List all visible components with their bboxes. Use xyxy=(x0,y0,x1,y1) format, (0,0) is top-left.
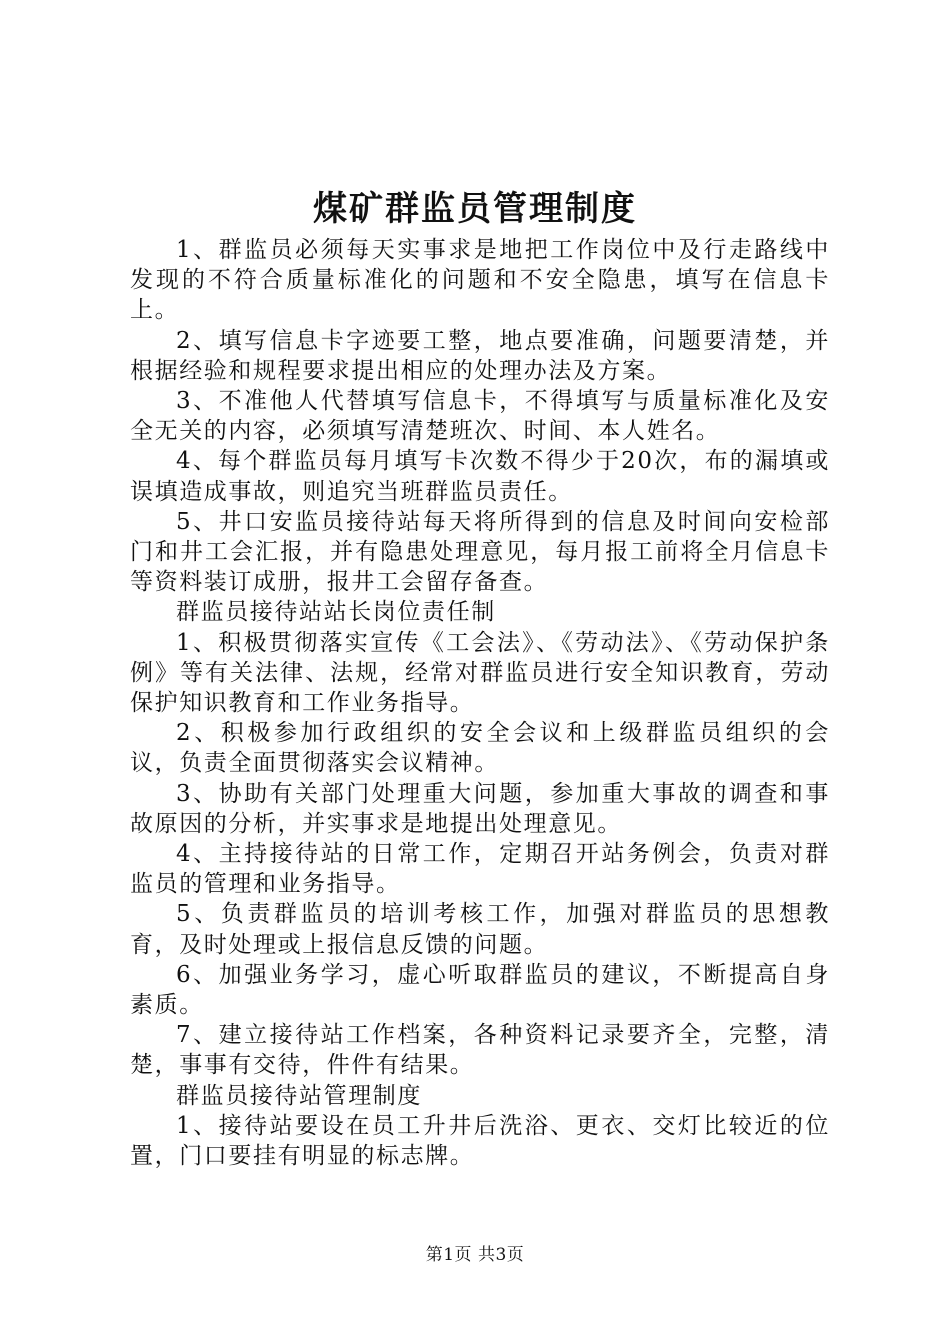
document-title: 煤矿群监员管理制度 xyxy=(313,189,637,229)
paragraph-chief-duty-6: 6、加强业务学习，虚心听取群监员的建议，不断提高自身素质。 xyxy=(130,961,830,1019)
paragraph-rule-5: 5、井口安监员接待站每天将所得到的信息及时间向安检部门和井工会汇报，并有隐患处理意见，每月报工前将全月信息卡等资料装订成册，报井工会留存备查。 xyxy=(130,508,830,596)
section-heading-station-management: 群监员接待站管理制度 xyxy=(176,1082,422,1109)
paragraph-chief-duty-3: 3、协助有关部门处理重大问题，参加重大事故的调查和事故原因的分析，并实事求是地提出处理意见。 xyxy=(130,780,830,837)
page-footer: 第1页 共3页 xyxy=(425,1245,525,1265)
paragraph-chief-duty-7: 7、建立接待站工作档案，各种资料记录要齐全，完整，清楚，事事有交待，件件有结果。 xyxy=(130,1022,830,1079)
paragraph-rule-1: 1、群监员必须每天实事求是地把工作岗位中及行走路线中发现的不符合质量标准化的问题和不安全隐患，填写在信息卡上。 xyxy=(130,237,830,324)
document-body xyxy=(130,235,830,1171)
paragraph-rule-2: 2、填写信息卡字迹要工整，地点要准确，问题要清楚，并根据经验和规程要求提出相应的处理办法及方案。 xyxy=(130,327,830,384)
paragraph-chief-duty-5: 5、负责群监员的培训考核工作，加强对群监员的思想教育，及时处理或上报信息反馈的问题。 xyxy=(130,901,830,958)
paragraph-chief-duty-2: 2、积极参加行政组织的安全会议和上级群监员组织的会议，负责全面贯彻落实会议精神。 xyxy=(130,720,830,777)
section-heading-station-chief: 群监员接待站站长岗位责任制 xyxy=(176,599,496,626)
paragraph-rule-4: 4、每个群监员每月填写卡次数不得少于20次，布的漏填或误填造成事故，则追究当班群监员责任。 xyxy=(130,448,830,505)
paragraph-chief-duty-1: 1、积极贯彻落实宣传《工会法》、《劳动法》、《劳动保护条例》等有关法律、法规，经常对群监员进行安全知识教育，劳动保护知识教育和工作业务指导。 xyxy=(130,629,830,717)
paragraph-rule-3: 3、不准他人代替填写信息卡，不得填写与质量标准化及安全无关的内容，必须填写清楚班次、时间、本人姓名。 xyxy=(130,388,830,445)
paragraph-chief-duty-4: 4、主持接待站的日常工作，定期召开站务例会，负责对群监员的管理和业务指导。 xyxy=(130,841,830,898)
paragraph-station-rule-1: 1、接待站要设在员工升井后洗浴、更衣、交灯比较近的位置，门口要挂有明显的标志牌。 xyxy=(130,1112,830,1170)
